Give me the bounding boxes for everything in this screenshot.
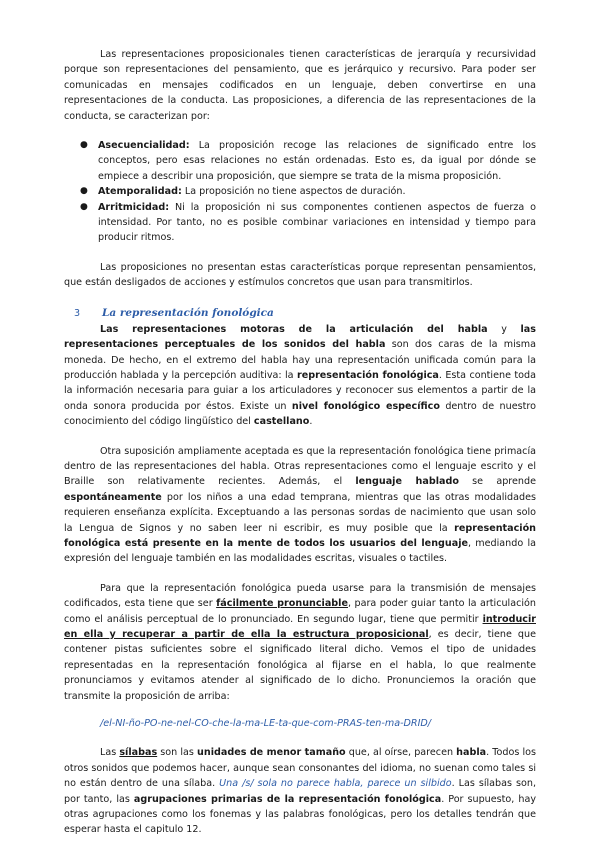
list-item-term: Asecuencialidad: xyxy=(98,140,190,152)
list-item-text: Ni la proposición ni sus componentes contienen aspectos de fuerza o intensidad. Por tanto, no es posible combinar variaciones en intensidad y tiempo para producir ritmos. xyxy=(98,201,536,244)
text: que, al oírse, parecen xyxy=(345,747,457,759)
text: . xyxy=(309,416,313,428)
paragraph-motor-perceptual xyxy=(64,322,536,430)
text: son las xyxy=(157,747,198,759)
syllable-transcription: /el-NI-ño-PO-ne-nel-CO-che-la-ma-LE-ta-que-com-PRAS-ten-ma-DRID/ xyxy=(100,718,432,730)
bullet-icon: ● xyxy=(80,140,88,151)
paragraph-intro: Las representaciones proposicionales tienen características de jerarquía y recursividad porque son representaciones del pensamiento, que es jerárquico y recursivo. Para poder ser comunicadas en mensajes codificados en un lenguaje, deben convertirse en una representaciones de la conducta. Las proposiciones, a diferencia de las representaciones de la conducta, se caracterizan por: xyxy=(64,49,536,122)
text: y xyxy=(487,323,521,335)
text: , es decir, tiene que contener pistas suficientes sobre el significado literal dicho. Vemos el tipo de unidades representadas en la representación fonológica al fijarse en el habla, lo que realmente pronunciamos y evitamos atender al significado de lo dicho. Pronunciemos la oración que transmite la proposición de arriba: xyxy=(64,629,536,702)
bold-underlined-text: sílabas xyxy=(119,747,158,759)
bold-text: lenguaje hablado xyxy=(355,476,459,488)
paragraph-syllables xyxy=(64,745,536,837)
bold-text: representación fonológica está presente en la mente de todos los usuarios del lenguaje xyxy=(64,522,536,549)
paragraph-requirements xyxy=(64,581,536,704)
bold-text: agrupaciones primarias de la representación fonológica xyxy=(133,793,442,805)
text: por los niños a una edad temprana, mientras que las otras modalidades requieren enseñanza explícita. Exceptuando a las personas sordas de nacimiento que usan solo la Lengua de Signos y no saben leer ni escribir, es muy posible que la xyxy=(64,491,536,534)
paragraph-propositions: Las proposiciones no presentan estas características porque representan pensamientos, que están desligados de acciones y estímulos concretos que usan para transmitirlos. xyxy=(64,261,536,289)
list-item xyxy=(80,138,536,184)
text: . Por supuesto, hay otras agrupaciones como los fonemas y las palabras fonológicas, pero los detalles tendrán que esperar hasta el capitulo 12. xyxy=(64,793,536,836)
section-title: La representación fonológica xyxy=(102,306,274,319)
bold-text: habla xyxy=(456,747,487,759)
bold-underlined-text: introducir en ella y recuperar a partir de ella la estructura proposicional xyxy=(64,613,536,640)
bullet-icon: ● xyxy=(80,186,88,197)
text: Otra suposición ampliamente aceptada es que la representación fonológica tiene primacía dentro de las representaciones del habla. Otras representaciones como el lenguaje escrito y el Braille son relativamente recientes. Además, el xyxy=(64,445,536,488)
bullet-icon: ● xyxy=(80,201,88,212)
bold-text: Las representaciones motoras de la articulación del habla xyxy=(100,323,488,335)
bold-text: unidades de menor tamaño xyxy=(197,747,346,759)
list-item-text: La proposición no tiene aspectos de duración. xyxy=(181,186,406,198)
text: , mediando la expresión del lenguaje también en las modalidades escritas, visuales o tactiles. xyxy=(64,537,536,565)
text: se aprende xyxy=(458,476,536,488)
bold-text: espontáneamente xyxy=(64,491,162,503)
bold-underlined-text: fácilmente pronunciable xyxy=(216,598,348,610)
list-item-term: Arritmicidad: xyxy=(98,201,170,213)
text: . Esta contiene toda la información necesaria para guiar a los articuladores y reconocer sus elementos a partir de la onda sonora producida por éstos. Existe un xyxy=(64,369,536,412)
italic-example: Una /s/ sola no parece habla, parece un silbido xyxy=(219,778,452,790)
text: , para poder guiar tanto la articulación como el análisis perceptual de lo pronunciado. En segundo lugar, tiene que permitir xyxy=(64,598,536,625)
paragraph-primacy xyxy=(64,444,536,567)
bold-text: las representaciones perceptuales de los sonidos del habla xyxy=(64,323,536,351)
list-item xyxy=(80,184,536,199)
bold-text: castellano xyxy=(253,416,310,428)
text: . Todos los otros sonidos que podemos hacer, aunque sean consonantes del idioma, no suenan como tales si no están dentro de una sílaba. xyxy=(64,747,536,790)
text: . Las sílabas son, por tanto, las xyxy=(64,778,536,805)
text: Las xyxy=(100,747,120,759)
document-page xyxy=(64,47,536,838)
text: dentro de nuestro conocimiento del código lingüístico del xyxy=(64,400,536,428)
text: son dos caras de la misma moneda. De hecho, en el extremo del habla hay una representación unificada común para la producción hablada y la percepción auditiva: la xyxy=(64,339,536,381)
section-heading xyxy=(64,305,536,322)
text: Para que la representación fonológica pueda usarse para la transmisión de mensajes codificados, esta tiene que ser xyxy=(64,582,536,610)
bold-text: representación fonológica xyxy=(296,369,439,381)
section-number: 3 xyxy=(74,307,81,319)
list-item-text: La proposición recoge las relaciones de significado entre los conceptos, pero esas relaciones no están ordenadas. Esto es, da igual por dónde se empiece a describir una proposición, que siempre se trata de la misma proposición. xyxy=(98,140,536,182)
list-item xyxy=(80,200,536,246)
characteristics-list xyxy=(64,138,536,246)
list-item-term: Atemporalidad: xyxy=(98,186,182,198)
bold-text: nivel fonológico específico xyxy=(291,400,440,412)
